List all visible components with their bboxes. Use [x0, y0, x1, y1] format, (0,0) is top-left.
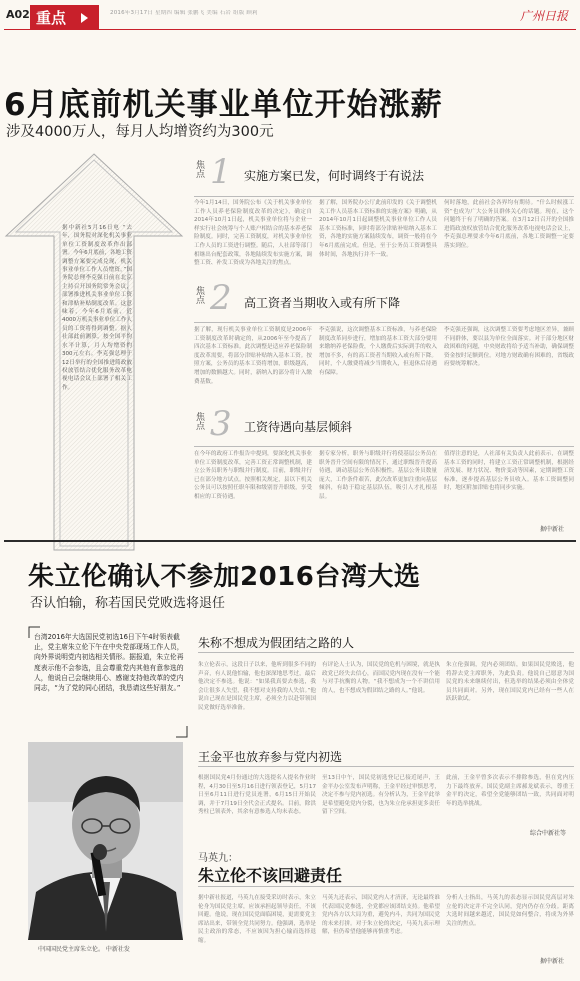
story1-lede: 据中新社5月16日电 “去年，国务院对深化机关事业单位工资制度改革作出部署。今年6月底前，各地工资调整方案要完成兑现，机关事业单位工作人员增资。”国务院总理李克强日前在北京主持召开国务院常务会议，部署推进机关事业单位工资和津贴补贴制度改革。这意味着，今年6月底前，近4000万机关事业单位工作人员的工资将得到调整。据人社部此前测算，按全国平均水平计算，月人均增资约300元左右。李克强总理于12日举行的全国推进简政放权放管结合优化服务改革电视电话会议上部署了相关工作。	[62, 225, 132, 391]
story2-sec1-col-2: 有评论人士认为，国民党的危机与困境，就是执政党已经失去信心，而国民党内现在没有一个能与对手抗衡的人物。“我不想成为一个不讲信用的人，也不想成为假团结之路的人。”他说。	[322, 662, 440, 694]
story2-sec3-col-1: 据中新社报道，马英九在接受采访时表示，朱立伦身为国民党主席，应该承担起领导责任，不该回避。他说，现在国民党面临困境，更需要党主席站出来，带领全党共同努力。他强调，选举是民主政治的常态，不应该因为担心输而选择退缩。	[198, 895, 316, 944]
section-arrow-icon	[77, 11, 91, 25]
story2-credit-b: 据中新社	[540, 958, 565, 965]
section3-col-3: 值得注意的是，人社部有关负责人此前表示，在调整基本工资的同时，将建立工资正常调整机制，根据经济发展、财力状况、物价变动等因素，定期调整工资标准，逐步提高基层公务员收入。基本工资调整同时，地区附加津贴也将同步实施。	[444, 451, 574, 492]
section3-rule	[194, 446, 574, 447]
section1-title: 实施方案已发，何时调终于有说法	[244, 169, 425, 183]
story2-sec1-col-1: 朱立伦表示，这段日子以来，他听到很多不同的声音，有人说他怕输，他也深深地思考过，最后他决定不参选。他说：“如果我真要去参选，我会让很多人失望，我不想对支持我的人失信。”他说自己现在是国民党主席，必须全力以赴带领国民党做好选举准备。	[198, 662, 316, 711]
section3-col-2: 据专家分析，职务与职级并行将使基层公务员在职务晋升空间有限的情况下，通过职级晋升提高待遇，调动基层公务员积极性。基层公务员数量庞大，工作条件艰苦，此次改革更加注重向基层倾斜，有助于稳定基层队伍，吸引人才扎根基层。	[319, 451, 437, 500]
story2-headline: 朱立伦确认不参加2016台湾大选	[28, 562, 421, 592]
story2-sec2-rule	[198, 766, 574, 767]
story1-headline: 6月底前机关事业单位开始涨薪	[4, 87, 443, 123]
story2-subheadline: 否认怕输，称若国民党败选将退任	[30, 596, 226, 611]
story2-sec3-kicker: 马英九：	[198, 853, 238, 864]
section2-col-1: 据了解，现行机关事业单位工资制度是2006年工资制度改革时确定的，从2006年至今提高了四次基本工资标准。此次调整是适应养老保险制度改革需要，将部分津贴补贴纳入基本工资。按照方案，公务员的基本工资将增加，职级越高，增加的数额越大。同时，新纳入的部分将计入缴费基数。	[194, 327, 312, 385]
focus-label-1: 焦点	[196, 161, 206, 180]
section-label: 重点	[36, 9, 67, 27]
story2-sec3-col-3: 分析人士指出，马英九的表态显示国民党高层对朱立伦的决定并不完全认同，党内仍存在分歧。距离大选时间越来越近，国民党如何整合，将成为外界关注的焦点。	[446, 895, 574, 927]
story1-credit: 据中新社	[540, 526, 565, 533]
section1-col-3: 何时落地，此前社会各界均有期待。“什么时候涨工资”也成为广大公务员群体关心的话题。现在，这个问题终于有了明确的答案。在3月12日召开的全国推进简政放权放管结合优化服务改革电视电话会议上，李克强总理要求今年6月底前，各地工资调整一定要落实到位。	[444, 200, 574, 249]
section3-title: 工资待遇向基层倾斜	[244, 420, 353, 434]
section2-col-2: 李克强说，这次调整基本工资标准，与养老保险制度改革同步进行，增加的基本工资大部分要用来缴纳养老保险费，个人缴费后实际到手的收入增加不多，有的高工资者当期收入或有所下降。同时，个人缴费将减少当期收入，但退休后待遇有保障。	[319, 327, 437, 376]
page-number: A02	[6, 8, 30, 21]
story2-sec3-col-2: 马英九还表示，国民党内人才济济，无论最终谁代表国民党参选，全党都应该团结支持。他希望党内各方以大局为重，避免内斗，共同为国民党的未来打拼。对于朱立伦的决定，马英九表示理解，但仍希望他能够再慎重考虑。	[322, 895, 440, 936]
story2-sec3-rule	[198, 886, 574, 887]
story2-lede: 台湾2016年大选国民党初选16日下午4时领表截止，党主席朱立伦下午在中央党部现场工作人员，向外界说明党内初选相关情形。据报道，朱立伦再度表示他不会参选，且会尊重党内其他有意参选的人，他说自己会继续用心、感谢支持他改革的党内同志，“为了党的同心团结，我恳请这些好朋友。”	[34, 633, 184, 693]
top-rule	[4, 29, 576, 30]
focus-label-3: 焦点	[196, 413, 206, 432]
focus-number-3: 3	[210, 404, 232, 444]
focus-number-1: 1	[210, 152, 232, 192]
section2-col-3: 李克强还强调，这次调整工资要考虑地区差异，兼顾不同群体，要以县为单位全面落实。对于部分地区财政困难的问题，中央财政将给予适当补助，确保调整资金按时足额到位。对地方财政确有困难的，省级政府要统筹解决。	[444, 327, 574, 368]
story2-sec1-title: 朱称不想成为假团结之路的人	[198, 636, 355, 650]
section1-col-1: 今年1月14日，国务院公布《关于机关事业单位工作人员养老保险制度改革的决定》，确定自2014年10月1日起，机关事业单位将与企业一样实行社会统筹与个人账户相结合的基本养老保险制度。同时，完善工资制度，对机关事业单位工作人员的工资进行调整。随后，人社部等部门相继出台配套政策，各地陆续发布实施方案，调整工资、补发工资成为各地关注的焦点。	[194, 200, 312, 267]
section2-rule	[194, 322, 574, 323]
story2-sec1-col-3: 朱立伦强调，党内必须团结，如果国民党败选，他将辞去党主席职务，为此负责。他说自己愿意为国民党的未来继续付出，但选举的结果必须由全体党员共同面对。另外，现在国民党内已经有一些人在跃跃欲试。	[446, 662, 574, 703]
story-divider	[4, 540, 576, 542]
section-tag	[30, 5, 99, 30]
issue-line: 2016年3月17日 星期四 编辑 张鹏飞 美编 石岩 组版 顾莉	[110, 10, 258, 16]
story2-sec2-col-3: 此前，王金平曾多次表示不排除参选，但在党内压力下最终放弃。国民党副主席郝龙斌表示，尊重王金平的决定，希望全党能够团结一致，共同面对明年的选举挑战。	[446, 775, 574, 807]
focus-label-2: 焦点	[196, 287, 206, 306]
section1-col-2: 据了解，国务院办公厅此前印发的《关于调整机关工作人员基本工资标准的实施方案》明确，从2014年10月1日起调整机关事业单位工作人员基本工资标准，同时将部分津贴补贴纳入基本工资，各地的实施方案陆续发布，调资一般将在今年6月底前完成。但是，至于公务员工资调整具体时间，各地执行并不一致。	[319, 200, 437, 258]
story1-subheadline: 涉及4000万人，每月人均增资约为300元	[6, 124, 274, 140]
story2-sec1-rule	[198, 652, 574, 653]
photo-caption: 中国国民党主席朱立伦。 中新社发	[38, 946, 130, 953]
story2-sec2-col-2: 至13日中午，国民党初选登记已接近尾声，王金平办公室发布声明称，王金平经过审慎思考，决定不参与党内初选。有分析认为，王金平此举是希望避免党内分裂，也为朱立伦承担更多责任留下空间。	[322, 775, 440, 816]
paper-logo: 广州日报	[520, 9, 569, 23]
focus-number-2: 2	[210, 278, 232, 318]
section3-col-1: 在今年的政府工作报告中提到，要深化机关事业单位工资制度改革，完善工资正常调整机制，建立公务员职务与职级并行制度。目前，职级并行已在部分地方试点。按照相关规定，县以下机关公务员可以按照任职年限和级别晋升职级，享受相应的工资待遇。	[194, 451, 312, 500]
story2-credit-a: 综合中新社等	[530, 830, 567, 837]
photo-zhu-lilun	[28, 742, 183, 940]
story2-sec2-title: 王金平也放弃参与党内初选	[198, 750, 343, 764]
story2-sec3-title: 朱立伦不该回避责任	[198, 866, 343, 885]
section2-title: 高工资者当期收入或有所下降	[244, 296, 401, 310]
section1-rule	[194, 196, 574, 197]
story2-sec2-col-1: 根据国民党4月份通过的大选提名人提名作业时程，4月30日至5月16日进行领表登记，5月17日至6月11日进行党员连署，6月15日开始民调，并于7月19日全代会正式提名。目前，除洪秀柱已领表外，其余有意参选人均未表态。	[198, 775, 316, 816]
